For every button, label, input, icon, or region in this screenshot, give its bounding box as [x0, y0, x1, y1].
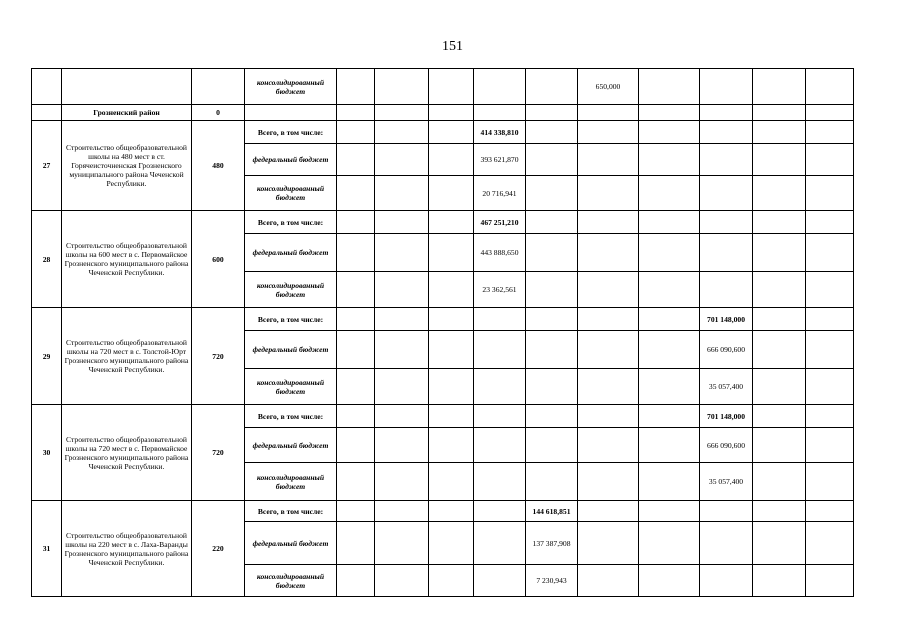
federal-budget-value: 443 888,650 [474, 234, 526, 272]
total-value: 701 148,000 [700, 405, 753, 428]
project-capacity: 220 [192, 501, 245, 597]
table-row [32, 69, 854, 105]
project-capacity: 480 [192, 121, 245, 211]
consolidated-budget-label: консолидированный бюджет [245, 565, 337, 597]
project-name: Строительство общеобразовательной школы на 720 мест в с. Толстой-Юрт Грозненского муниципального района Чеченской Республики. [62, 308, 192, 405]
budget-table [31, 68, 854, 597]
total-value: 414 338,810 [474, 121, 526, 144]
total-label: Всего, в том числе: [245, 308, 337, 331]
consolidated-budget-value: 35 057,400 [700, 463, 753, 501]
federal-budget-label: федеральный бюджет [245, 522, 337, 565]
page-number: 151 [442, 39, 463, 54]
project-name: Строительство общеобразовательной школы на 600 мест в с. Первомайское Грозненского муниципального района Чеченской Республики. [62, 211, 192, 308]
project-number: 27 [32, 121, 62, 211]
total-label: Всего, в том числе: [245, 405, 337, 428]
project-number: 30 [32, 405, 62, 501]
total-label: Всего, в том числе: [245, 501, 337, 522]
federal-budget-label: федеральный бюджет [245, 144, 337, 176]
federal-budget-label: федеральный бюджет [245, 331, 337, 369]
district-name: Грозненский район [62, 105, 192, 121]
total-label: Всего, в том числе: [245, 121, 337, 144]
project-name: Строительство общеобразовательной школы на 720 мест в с. Первомайское Грозненского муниципального района Чеченской Республики. [62, 405, 192, 501]
consolidated-budget-value: 35 057,400 [700, 369, 753, 405]
consolidated-budget-value: 7 230,943 [526, 565, 578, 597]
district-capacity: 0 [192, 105, 245, 121]
consolidated-budget-label: консолидированный бюджет [245, 463, 337, 501]
consolidated-budget-value: 650,000 [578, 69, 639, 105]
federal-budget-value: 666 090,600 [700, 331, 753, 369]
total-label: Всего, в том числе: [245, 211, 337, 234]
consolidated-budget-label: консолидированный бюджет [245, 69, 337, 105]
federal-budget-value: 393 621,870 [474, 144, 526, 176]
consolidated-budget-label: консолидированный бюджет [245, 272, 337, 308]
federal-budget-label: федеральный бюджет [245, 234, 337, 272]
project-number: 29 [32, 308, 62, 405]
consolidated-budget-label: консолидированный бюджет [245, 176, 337, 211]
table-row [32, 501, 854, 522]
project-name: Строительство общеобразовательной школы на 220 мест в с. Лаха-Варанды Грозненского муниципального района Чеченской Республики. [62, 501, 192, 597]
consolidated-budget-value: 20 716,941 [474, 176, 526, 211]
district-row [32, 105, 854, 121]
total-value: 144 618,851 [526, 501, 578, 522]
table-row [32, 211, 854, 234]
total-value: 467 251,210 [474, 211, 526, 234]
consolidated-budget-label: консолидированный бюджет [245, 369, 337, 405]
project-name: Строительство общеобразовательной школы на 480 мест в ст. Горячеисточненская Грозненского муниципального района Чеченской Республики. [62, 121, 192, 211]
project-capacity: 600 [192, 211, 245, 308]
federal-budget-label: федеральный бюджет [245, 428, 337, 463]
table-row [32, 308, 854, 331]
total-value: 701 148,000 [700, 308, 753, 331]
project-capacity: 720 [192, 308, 245, 405]
consolidated-budget-value: 23 362,561 [474, 272, 526, 308]
table-row [32, 405, 854, 428]
project-capacity: 720 [192, 405, 245, 501]
table-row [32, 121, 854, 144]
project-number: 28 [32, 211, 62, 308]
federal-budget-value: 666 090,600 [700, 428, 753, 463]
project-number: 31 [32, 501, 62, 597]
federal-budget-value: 137 387,908 [526, 522, 578, 565]
